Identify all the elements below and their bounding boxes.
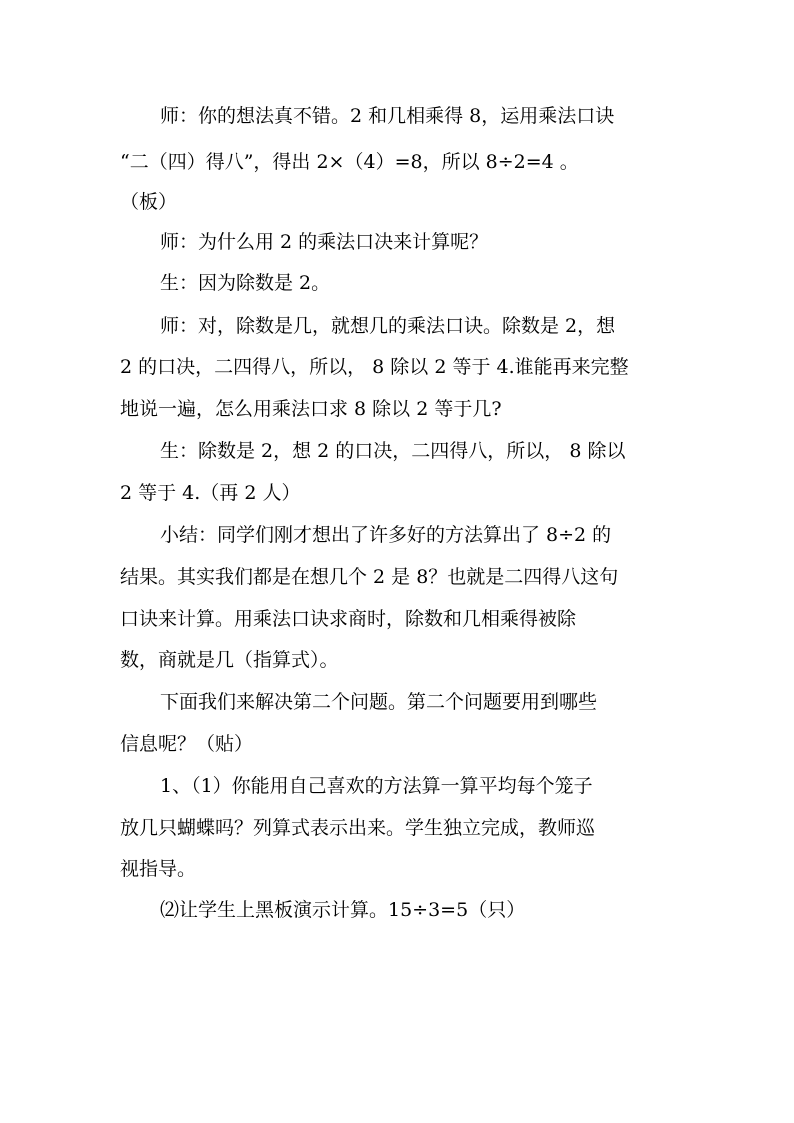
text-line: 数，商就是几（指算式）。	[120, 649, 339, 671]
text-line: 生：除数是 2，想 2 的口决，二四得八，所以， 8 除以	[160, 440, 626, 462]
text-line: ⑵让学生上黑板演示计算。15÷3=5（只）	[160, 899, 526, 921]
text-line: 小结：同学们刚才想出了许多好的方法算出了 8÷2 的	[160, 524, 612, 546]
text-line: 放几只蝴蝶吗？列算式表示出来。学生独立完成，教师巡	[120, 817, 596, 839]
text-line: 生：因为除数是 2。	[160, 272, 331, 294]
text-line: 2 的口决，二四得八，所以， 8 除以 2 等于 4.谁能再来完整	[120, 356, 629, 378]
text-line: 师：对，除数是几，就想几的乘法口诀。除数是 2，想	[160, 315, 616, 337]
text-line: （板）	[120, 191, 178, 213]
text-line: 师：你的想法真不错。2 和几相乘得 8，运用乘法口诀	[160, 105, 615, 127]
text-line: 口诀来计算。用乘法口诀求商时，除数和几相乘得被除	[120, 608, 577, 630]
text-line: 结果。其实我们都是在想几个 2 是 8？也就是二四得八这句	[120, 566, 619, 588]
text-line: 下面我们来解决第二个问题。第二个问题要用到哪些	[160, 691, 598, 713]
text-line: 师：为什么用 2 的乘法口决来计算呢？	[160, 231, 489, 253]
text-line: 1、（1）你能用自己喜欢的方法算一算平均每个笼子	[160, 775, 593, 797]
text-line: 信息呢？（贴）	[120, 733, 254, 755]
text-line: 2 等于 4.（再 2 人）	[120, 482, 301, 504]
text-line: “二（四）得八”，得出 2×（4）=8，所以 8÷2=4 。	[120, 151, 579, 173]
text-line: 地说一遍，怎么用乘法口求 8 除以 2 等于几?	[120, 398, 502, 420]
text-line: 视指导。	[120, 858, 197, 880]
